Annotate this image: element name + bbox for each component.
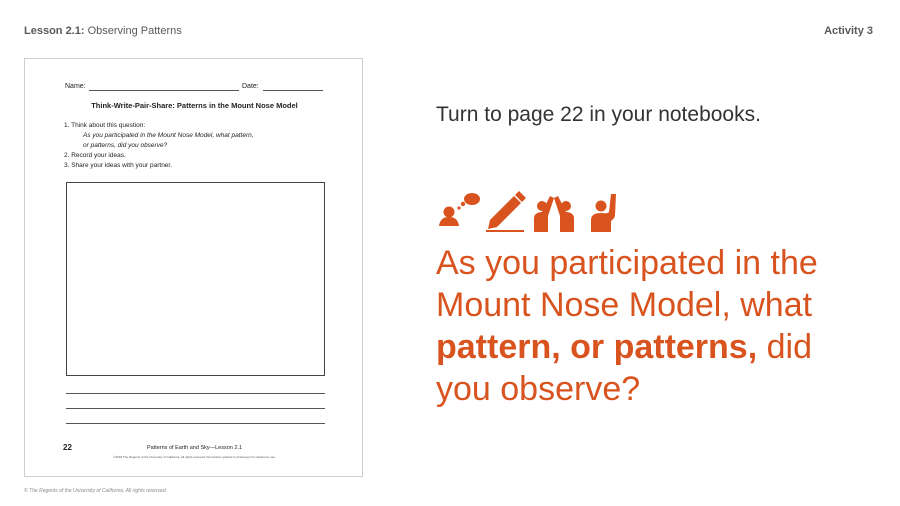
worksheet-page-number: 22	[63, 443, 72, 452]
write-icon	[484, 190, 526, 237]
worksheet-title: Think-Write-Pair-Share: Patterns in the Mount Nose Model	[91, 101, 298, 110]
worksheet-step-2: 2. Record your ideas.	[64, 152, 126, 159]
activity-label: Activity 3	[824, 25, 873, 37]
lesson-header	[24, 25, 182, 37]
question-part-1: As you participated in the Mount Nose Model, what	[436, 244, 818, 324]
answer-rule	[66, 393, 325, 394]
worksheet-question-line-1: As you participated in the Mount Nose Model, what pattern,	[83, 132, 254, 139]
copyright-footer: © The Regents of the University of California. All rights reserved.	[24, 488, 168, 494]
share-icon	[587, 190, 619, 237]
think-icon	[437, 190, 481, 237]
answer-rule	[66, 423, 325, 424]
worksheet-page	[24, 58, 363, 477]
question-part-2: did you observe?	[436, 328, 812, 408]
pair-icon	[530, 190, 578, 237]
worksheet-step-1: 1. Think about this question:	[64, 122, 146, 129]
worksheet-footer-copyright: ©2018 The Regents of the University of California. All rights reserved. Permission granted to photocopy for classroom use.	[113, 455, 276, 459]
question-text	[436, 242, 876, 410]
lesson-title: Observing Patterns	[87, 25, 182, 37]
name-rule	[89, 90, 239, 91]
think-write-pair-share-icons	[437, 190, 627, 232]
instruction-text: Turn to page 22 in your notebooks.	[436, 103, 761, 126]
date-label: Date:	[242, 83, 259, 90]
worksheet-footer-title: Patterns of Earth and Sky—Lesson 2.1	[146, 445, 243, 451]
worksheet-step-3: 3. Share your ideas with your partner.	[64, 162, 173, 169]
answer-box	[66, 182, 325, 376]
name-label: Name:	[65, 83, 86, 90]
date-rule	[263, 90, 323, 91]
answer-rule	[66, 408, 325, 409]
lesson-number: Lesson 2.1:	[24, 25, 85, 37]
question-bold: pattern, or patterns,	[436, 328, 758, 366]
worksheet-question-line-2: or patterns, did you observe?	[83, 142, 168, 149]
